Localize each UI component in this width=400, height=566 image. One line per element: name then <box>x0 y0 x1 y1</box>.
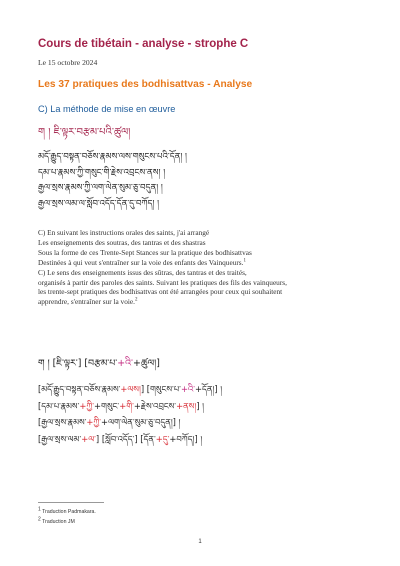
french-stanza-line <box>38 258 368 268</box>
analysis-segment: ] [སློབ་འདོད་] [དོན་ <box>95 433 156 444</box>
french-prose-line <box>38 297 368 307</box>
french-prose-line: organisés à partir des paroles des saints. Suivant les pratiques des fils des vainqueurs, <box>38 277 287 287</box>
tibetan-root-line: རྒྱལ་སྲས་ལམ་ལ་སློབ་འདོད་དོན་དུ་བཀོད། ། <box>38 198 159 209</box>
analysis-segment: [རྒྱལ་སྲས་ལམ་ <box>38 433 82 444</box>
footnote-divider <box>38 502 104 503</box>
analysis-segment: [མདོ་རྒྱུད་བསྟན་བཅོས་རྣམས་ <box>38 384 121 394</box>
tibetan-root-line: མདོ་རྒྱུད་བསྟན་བཅོས་རྣམས་ལས་གསུངས་པའི་དོན། ། <box>38 152 187 162</box>
analysis-segment: +ལག་ལེན་སུམ་ཅུ་བདུན།] ། <box>101 417 181 427</box>
analysis-segment: [དམ་པ་རྣམས་ <box>38 400 80 411</box>
tibetan-root-title: ག ། ཇི་ལྟར་བརྩམ་པའི་ཚུལ། <box>38 127 131 138</box>
footnote-ref[interactable]: 2 <box>134 297 138 303</box>
analysis-line <box>38 381 222 398</box>
analysis-particle: +དུ་ <box>155 433 170 444</box>
analysis-particle: +འི་ <box>180 384 195 394</box>
analysis-segment: +ཚུལ།] <box>132 358 160 369</box>
tibetan-root-verse <box>38 150 187 212</box>
footnote-number: 1 <box>38 506 41 513</box>
tibetan-root-line: རྒྱལ་སྲས་རྣམས་ཀྱི་ལག་ལེན་སུམ་ཅུ་བདུན། ། <box>38 183 163 193</box>
french-stanza-line: Sous la forme de ces Trente-Sept Stances sur la pratique des bodhisattvas <box>38 247 252 257</box>
french-translation <box>38 228 368 307</box>
analysis-segment: +གསུང་ <box>94 400 120 411</box>
footnote-ref[interactable]: 1 <box>243 258 246 264</box>
french-stanza-line: Les enseignements des soutras, des tantras et des shastras <box>38 237 206 247</box>
analysis-line <box>38 414 222 431</box>
analysis-segment: ] ། <box>196 400 204 411</box>
footnote <box>38 517 96 527</box>
analysis-segment: ག ། [ཇི་ལྟར་] [བརྩམ་པ་ <box>38 358 118 369</box>
french-prose-line: les trente-sept pratiques des bodhisattvas ont été arrangées pour ceux qui souhaitent <box>38 287 283 297</box>
footnote <box>38 507 96 517</box>
tibetan-root-line: དམ་པ་རྣམས་ཀྱི་གསུང་གི་རྗེས་འབྲངས་ནས། ། <box>38 167 166 178</box>
analysis-particle: +ལས། <box>120 384 141 394</box>
footnote-number: 2 <box>38 516 41 523</box>
analysis-line <box>38 431 222 448</box>
analysis-segment: [རྒྱལ་སྲས་རྣམས་ <box>38 417 87 427</box>
french-prose-line: C) Le sens des enseignements issus des sūtras, des tantras et des traités, <box>38 267 247 277</box>
document-date: Le 15 octobre 2024 <box>38 58 98 67</box>
section-title: Les 37 pratiques des bodhisattvas - Analyse <box>38 79 253 90</box>
footnotes <box>38 507 96 527</box>
analysis-particle: +འི་ <box>117 358 133 369</box>
analysis-segment: +རྗེས་འབྲངས་ <box>133 400 177 411</box>
analysis-line <box>38 398 222 415</box>
document-title: Cours de tibétain - analyse - strophe C <box>38 38 249 50</box>
analysis-particle: +ཀྱི་ <box>86 417 102 427</box>
tibetan-analysis-verse <box>38 381 222 447</box>
footnote-text: Traduction Padmakara. <box>42 509 96 515</box>
french-stanza-text: Destinées à qui veut s'entraîner sur la voie des enfants des Vainqueurs. <box>38 257 244 267</box>
analysis-particle: +ལ་ <box>81 433 96 444</box>
analysis-particle: +ནས། <box>176 400 197 411</box>
analysis-segment: ] [གསུངས་པ་ <box>140 384 181 394</box>
analysis-particle: +གི་ <box>119 400 134 411</box>
analysis-segment: +བཀོད།] ། <box>169 433 203 444</box>
analysis-particle: +ཀྱི་ <box>79 400 95 411</box>
subsection-title: C) La méthode de mise en œuvre <box>38 104 176 114</box>
french-prose-text: apprendre, s'entraîner sur la voie. <box>38 297 135 307</box>
page-number: 1 <box>198 539 202 545</box>
french-stanza-line: C) En suivant les instructions orales des saints, j'ai arrangé <box>38 228 210 237</box>
analysis-segment: +དོན།] ། <box>195 384 223 394</box>
tibetan-analysis-title <box>38 352 160 379</box>
footnote-text: Traduction JM <box>42 519 75 525</box>
